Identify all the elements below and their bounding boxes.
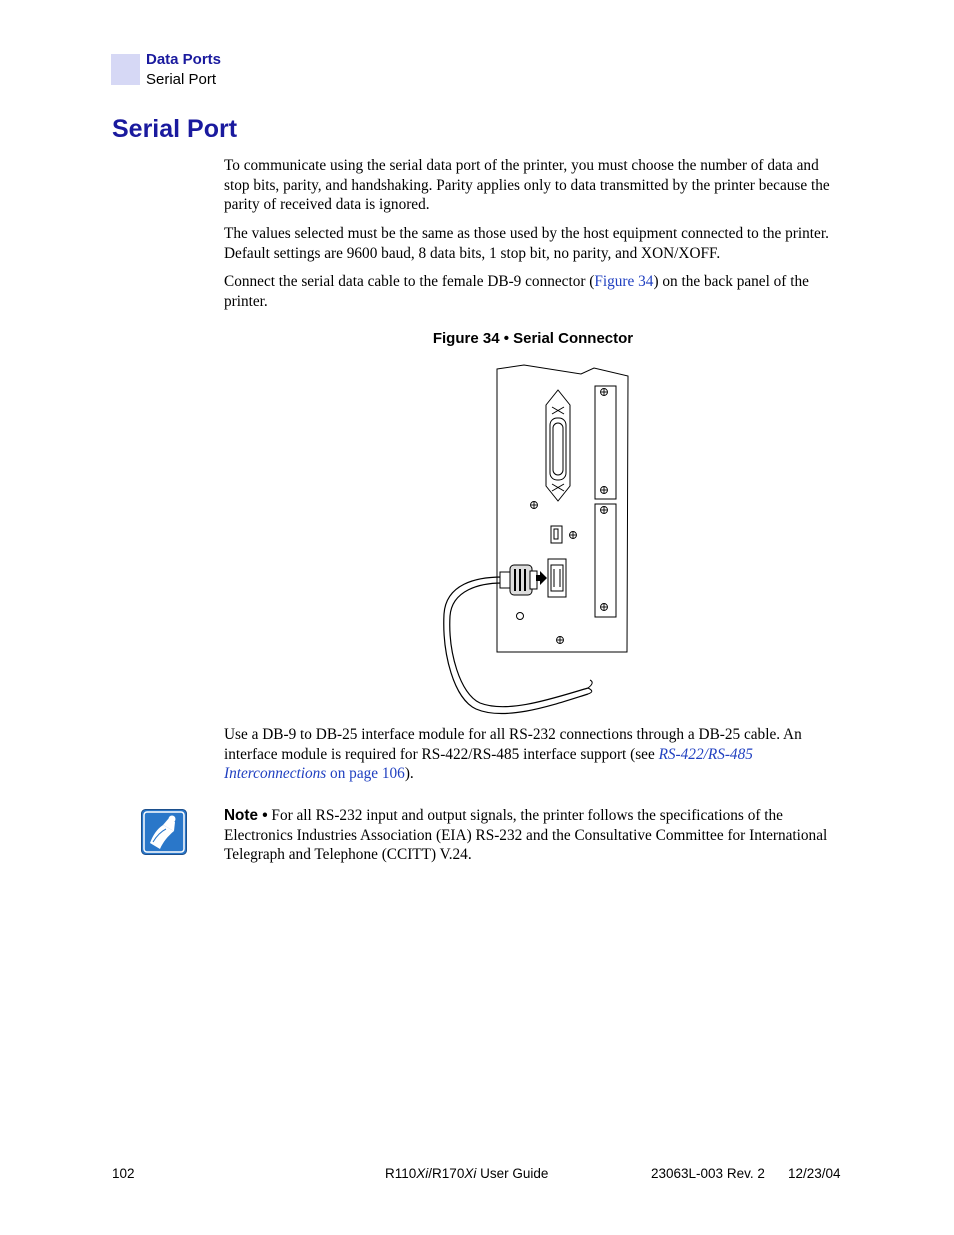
page-number: 102 [112,1166,135,1181]
guide-title [385,1166,548,1181]
rs422-rs485-link[interactable]: RS-422/RS-485 Interconnections [224,745,753,783]
note-paragraph [224,806,842,865]
text-run: ). [404,765,414,783]
screw-icon [601,389,608,396]
running-header-section: Data Ports [146,51,222,68]
screw-icon [531,502,538,509]
document-id: 23063L-003 Rev. 2 [651,1166,765,1181]
text-run: R110 [385,1166,417,1181]
screw-icon [601,487,608,494]
text-run: Connect the serial data cable to the female DB-9 connector ( [224,273,595,290]
option-slot-upper [595,386,616,499]
page-title: Serial Port [112,115,238,143]
header-marker [111,54,140,85]
screw-icon [557,637,564,644]
screw-icon [601,604,608,611]
insert-arrow-icon [536,571,547,585]
text-run: ) on the back panel of the printer. [224,273,809,310]
page-106-link[interactable]: on page 106 [326,765,405,783]
text-run: Xi [416,1166,429,1181]
paragraph-interface-module [224,725,842,784]
text-run: User Guide [476,1166,549,1181]
option-slot-lower [595,504,616,617]
text-run: Xi [464,1166,477,1181]
paragraph-serial-settings: To communicate using the serial data port of the printer, you must choose the number of data and stop bits, parity, and handshaking. Parity applies only to data transmitted by the printer because the parity of received data is ignored. [224,157,830,214]
paragraph-default-settings: The values selected must be the same as those used by the host equipment connected to the printer. Default settings are 9600 baud, 8 data bits, 1 stop bit, no parity, and XON/XOFF. [224,225,829,262]
text-run: /R170 [428,1166,465,1181]
db9-plug [500,565,537,595]
screw-icon [570,532,577,539]
db9-cable [444,577,592,714]
paragraph-connect-cable [224,272,842,311]
note-icon [141,809,187,855]
note-text: For all RS-232 input and output signals, the printer follows the specifications of the Electronics Industries Association (EIA) RS-232 and the Consultative Committee for International Telegraph and Telephone (CCITT) V.24. [224,807,828,864]
text-run: Use a DB-9 to DB-25 interface module for all RS-232 connections through a DB-25 cable. An interface module is required for RS-422/RS-485 interface support (see [224,726,802,763]
screw-icon [601,507,608,514]
figure-caption: Figure 34 • Serial Connector [432,330,634,347]
figure-34-link[interactable]: Figure 34 [594,273,654,290]
document-date: 12/23/04 [788,1166,841,1181]
serial-connector-illustration [436,364,636,719]
running-header-subsection: Serial Port [146,71,217,88]
note-label: Note • [224,807,268,824]
